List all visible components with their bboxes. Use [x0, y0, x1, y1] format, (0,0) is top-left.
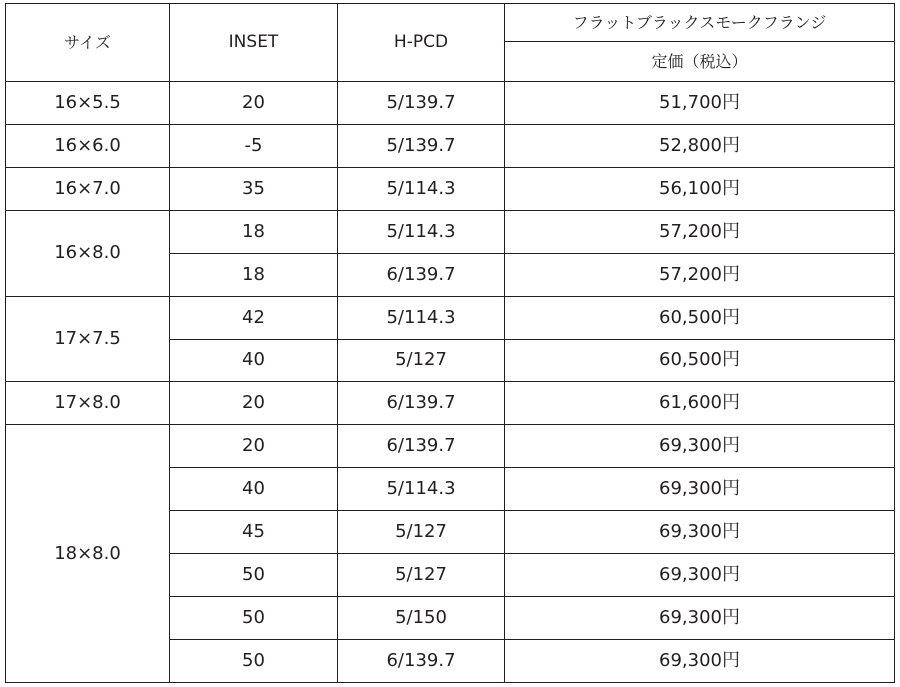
- table-row: [6, 124, 895, 167]
- table-row: [6, 210, 895, 253]
- hpcd-cell: 6/139.7: [338, 382, 505, 425]
- inset-cell: 50: [170, 597, 338, 640]
- hpcd-cell: 5/139.7: [338, 82, 505, 125]
- price-cell: 69,300円: [505, 511, 895, 554]
- table-header: [6, 4, 895, 82]
- size-cell: 16×5.5: [6, 82, 170, 125]
- hpcd-column-header: H-PCD: [338, 4, 505, 82]
- inset-cell: 18: [170, 210, 338, 253]
- size-cell: 18×8.0: [6, 425, 170, 683]
- price-cell: 60,500円: [505, 339, 895, 382]
- price-cell: 69,300円: [505, 639, 895, 682]
- inset-cell: 40: [170, 468, 338, 511]
- finish-column-header: フラットブラックスモークフランジ: [505, 4, 895, 42]
- price-column-header: 定価（税込）: [505, 42, 895, 82]
- size-cell: 17×7.5: [6, 296, 170, 382]
- inset-cell: -5: [170, 124, 338, 167]
- price-cell: 61,600円: [505, 382, 895, 425]
- hpcd-cell: 5/127: [338, 554, 505, 597]
- price-cell: 52,800円: [505, 124, 895, 167]
- inset-cell: 20: [170, 382, 338, 425]
- inset-cell: 40: [170, 339, 338, 382]
- table-body: [6, 82, 895, 683]
- table-row: [6, 425, 895, 468]
- size-cell: 17×8.0: [6, 382, 170, 425]
- hpcd-cell: 5/114.3: [338, 468, 505, 511]
- price-cell: 60,500円: [505, 296, 895, 339]
- hpcd-cell: 5/114.3: [338, 296, 505, 339]
- price-cell: 69,300円: [505, 425, 895, 468]
- hpcd-cell: 5/114.3: [338, 167, 505, 210]
- hpcd-cell: 5/139.7: [338, 124, 505, 167]
- price-table-container: [5, 3, 894, 683]
- size-cell: 16×7.0: [6, 167, 170, 210]
- price-cell: 57,200円: [505, 210, 895, 253]
- header-row-1: [6, 4, 895, 42]
- table-row: [6, 382, 895, 425]
- inset-cell: 20: [170, 425, 338, 468]
- size-cell: 16×8.0: [6, 210, 170, 296]
- hpcd-cell: 5/127: [338, 511, 505, 554]
- hpcd-cell: 5/114.3: [338, 210, 505, 253]
- price-cell: 56,100円: [505, 167, 895, 210]
- price-cell: 69,300円: [505, 554, 895, 597]
- table-row: [6, 167, 895, 210]
- size-column-header: サイズ: [6, 4, 170, 82]
- table-row: [6, 296, 895, 339]
- price-cell: 51,700円: [505, 82, 895, 125]
- hpcd-cell: 5/150: [338, 597, 505, 640]
- table-row: [6, 82, 895, 125]
- inset-cell: 50: [170, 554, 338, 597]
- price-cell: 69,300円: [505, 468, 895, 511]
- inset-cell: 20: [170, 82, 338, 125]
- inset-column-header: INSET: [170, 4, 338, 82]
- inset-cell: 18: [170, 253, 338, 296]
- price-cell: 57,200円: [505, 253, 895, 296]
- hpcd-cell: 6/139.7: [338, 639, 505, 682]
- inset-cell: 42: [170, 296, 338, 339]
- hpcd-cell: 6/139.7: [338, 425, 505, 468]
- price-table: [5, 3, 895, 683]
- inset-cell: 50: [170, 639, 338, 682]
- hpcd-cell: 6/139.7: [338, 253, 505, 296]
- inset-cell: 45: [170, 511, 338, 554]
- inset-cell: 35: [170, 167, 338, 210]
- size-cell: 16×6.0: [6, 124, 170, 167]
- hpcd-cell: 5/127: [338, 339, 505, 382]
- price-cell: 69,300円: [505, 597, 895, 640]
